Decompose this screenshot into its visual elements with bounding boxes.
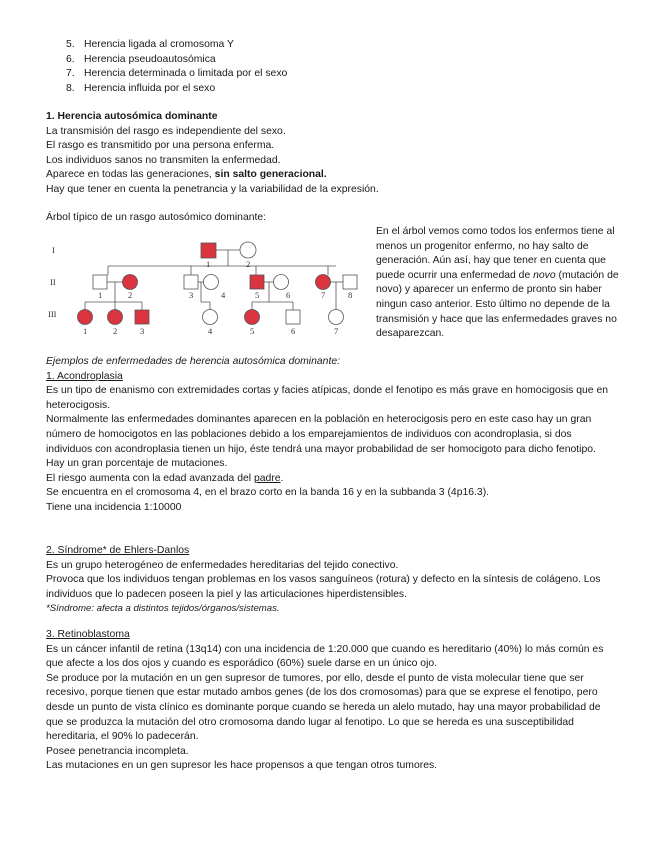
list-item: 8. Herencia influida por el sexo bbox=[66, 82, 216, 94]
svg-text:7: 7 bbox=[334, 326, 339, 336]
paragraph: Es un tipo de enanismo con extremidades cortas y facies atípicas, donde el fenotipo es más grave en homocigosis que en heterocigosis. bbox=[46, 385, 608, 411]
paragraph: Las mutaciones en un gen supresor les hace propensos a que tengan otros tumores. bbox=[46, 760, 438, 772]
affected-male bbox=[135, 310, 149, 324]
footnote: *Síndrome: afecta a distintos tejidos/órganos/sistemas. bbox=[46, 603, 280, 615]
svg-text:4: 4 bbox=[221, 290, 226, 300]
healthy-female bbox=[274, 275, 289, 290]
pedigree-chart bbox=[40, 230, 370, 340]
healthy-male bbox=[93, 275, 107, 289]
svg-text:1: 1 bbox=[98, 290, 103, 300]
affected-male bbox=[201, 243, 216, 258]
svg-text:7: 7 bbox=[321, 290, 326, 300]
ehlers-section bbox=[46, 544, 616, 617]
tree-explanation: En el árbol vemos como todos los enfermos tiene al menos un progenitor enfermo, no hay salto de generación. Aún así, hay que tener en cuenta que puede ocurrir una enfermedad de novo (mutación de novo) y aparecer un enfermo de pronto sin haber ningun caso anterior. Esto último no depende de la transmisión y hace que las enfermedades graves no desaparezcan. bbox=[376, 226, 619, 340]
generation-label: I bbox=[52, 245, 55, 255]
healthy-female bbox=[203, 310, 218, 325]
paragraph: La transmisión del rasgo es independiente del sexo. bbox=[46, 125, 286, 137]
paragraph: Posee penetrancia incompleta. bbox=[46, 745, 189, 757]
svg-text:2: 2 bbox=[246, 259, 251, 269]
svg-text:4: 4 bbox=[208, 326, 213, 336]
list-item: 5. Herencia ligada al cromosoma Y bbox=[66, 39, 234, 50]
svg-text:2: 2 bbox=[113, 326, 118, 336]
healthy-female bbox=[240, 242, 256, 258]
paragraph: El riesgo aumenta con la edad avanzada del padre. bbox=[46, 472, 284, 484]
healthy-male bbox=[184, 275, 198, 289]
paragraph: Hay que tener en cuenta la penetrancia y la variabilidad de la expresión. bbox=[46, 183, 379, 195]
svg-text:8: 8 bbox=[348, 290, 353, 300]
svg-text:3: 3 bbox=[189, 290, 194, 300]
healthy-female bbox=[204, 275, 219, 290]
examples-heading: Ejemplos de enfermedades de herencia autosómica dominante: bbox=[46, 356, 341, 367]
paragraph: Tiene una incidencia 1:10000 bbox=[46, 501, 182, 513]
affected-male bbox=[250, 275, 264, 289]
paragraph: El rasgo es transmitido por una persona enferma. bbox=[46, 140, 275, 152]
svg-text:3: 3 bbox=[140, 326, 145, 336]
subsection-title: 3. Retinoblastoma bbox=[46, 629, 130, 640]
paragraph: Los individuos sanos no transmiten la enfermedad. bbox=[46, 154, 281, 166]
paragraph: Se encuentra en el cromosoma 4, en el brazo corto en la banda 16 y en la subbanda 3 (4p16.3). bbox=[46, 487, 490, 499]
section-heading: 1. Herencia autosómica dominante bbox=[46, 111, 218, 122]
healthy-female bbox=[329, 310, 344, 325]
healthy-male bbox=[343, 275, 357, 289]
generation-label: II bbox=[50, 277, 56, 287]
svg-text:2: 2 bbox=[128, 290, 133, 300]
subsection-title: 1. Acondroplasia bbox=[46, 370, 123, 382]
retinoblastoma-section bbox=[46, 628, 616, 774]
svg-text:1: 1 bbox=[206, 259, 211, 269]
affected-female bbox=[108, 310, 123, 325]
paragraph: Normalmente las enfermedades dominantes aparecen en la población en heterocigosis pero en este caso hay un gran número de homocigotos en las poblaciones debido a los emparejamientos de individuos con acondroplasia, si dos individuos con acondroplasia tienen un hijo, éste tendrá una mayor probabilidad de ser homocigoto para dicho fenotipo. bbox=[46, 414, 596, 455]
svg-text:6: 6 bbox=[291, 326, 296, 336]
subsection-title: 2. Síndrome* de Ehlers-Danlos bbox=[46, 545, 190, 556]
affected-female bbox=[316, 275, 331, 290]
inheritance-list bbox=[66, 38, 287, 96]
affected-female bbox=[123, 275, 138, 290]
svg-text:5: 5 bbox=[250, 326, 255, 336]
svg-text:1: 1 bbox=[83, 326, 88, 336]
healthy-male bbox=[286, 310, 300, 324]
paragraph: Es un grupo heterogéneo de enfermedades hereditarias del tejido conectivo. bbox=[46, 559, 399, 571]
generation-label: III bbox=[48, 309, 57, 319]
paragraph: Aparece en todas las generaciones, sin salto generacional. bbox=[46, 169, 327, 181]
paragraph: Se produce por la mutación en un gen supresor de tumores, por ello, desde el punto de vista molecular tiene que ser recesivo, porque tienen que estar mutado ambos genes (de los dos cromosomas) para que se exprese el fenotipo, pero desde un punto de vista clínico es dominante porque cuando se hereda un alelo mutado, hay una mayor probabilidad de que se produzca la mutación del otro cromosoma dando lugar al fenotipo. Lo que se hereda es una susceptibilidad hereditaria, el 90% lo padecerán. bbox=[46, 672, 601, 743]
affected-female bbox=[245, 310, 260, 325]
svg-text:5: 5 bbox=[255, 290, 260, 300]
examples-section bbox=[46, 355, 616, 516]
paragraph: Provoca que los individuos tengan problemas en los vasos sanguíneos (rotura) y defecto en la síntesis de colágeno. Los individuos que lo padecen poseen la piel y las articulaciones hiperdistensibles. bbox=[46, 574, 601, 600]
svg-text:6: 6 bbox=[286, 290, 291, 300]
paragraph: Es un cáncer infantil de retina (13q14) con una incidencia de 1:20.000 que cuando es hereditario (40%) lo más común es que afecte a los dos ojos y cuando es esporádico (60%) suele darse en un único ojo. bbox=[46, 643, 604, 670]
paragraph: Hay un gran porcentaje de mutaciones. bbox=[46, 458, 228, 470]
list-item: 7. Herencia determinada o limitada por el sexo bbox=[66, 68, 288, 80]
list-item: 6. Herencia pseudoautosómica bbox=[66, 53, 216, 65]
section-autosomal-dominant bbox=[46, 110, 616, 198]
affected-female bbox=[78, 310, 93, 325]
tree-intro: Árbol típico de un rasgo autosómico dominante: bbox=[46, 212, 267, 223]
